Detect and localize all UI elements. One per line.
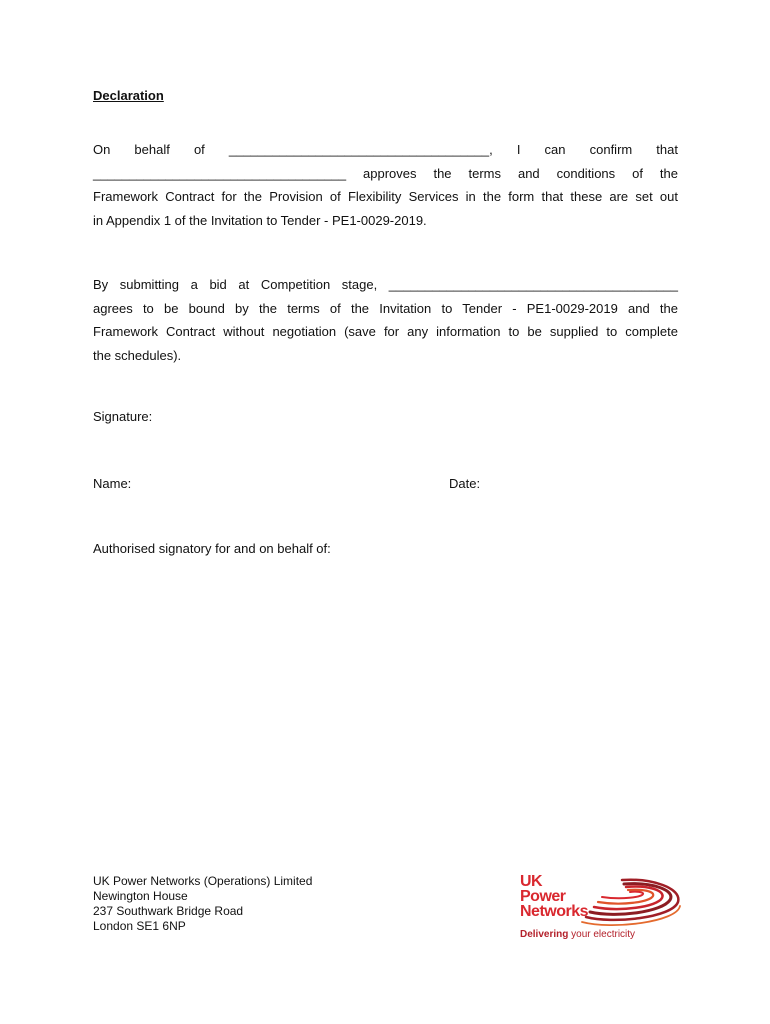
- paragraph-line: the schedules).: [93, 347, 182, 363]
- declaration-heading: Declaration: [93, 88, 164, 103]
- date-label: Date:: [449, 476, 481, 491]
- address-line: 237 Southwark Bridge Road: [93, 904, 244, 918]
- paragraph-line: Framework Contract for the Provision of Flexibility Services in the form that these are set out: [93, 189, 678, 204]
- paragraph-line: ___________________________________ approves the terms and conditions of the: [93, 165, 678, 181]
- bid-paragraph: [93, 273, 678, 367]
- address-line: UK Power Networks (Operations) Limited: [93, 874, 313, 888]
- logo-line: UK: [520, 873, 543, 890]
- paragraph-line: Framework Contract without negotiation (save for any information to be supplied to complete: [93, 324, 678, 339]
- company-address: [93, 874, 312, 934]
- paragraph-line: agrees to be bound by the terms of the Invitation to Tender - PE1-0029-2019 and the: [93, 300, 678, 316]
- uk-power-networks-logo: [512, 872, 682, 944]
- logo-tagline: [520, 929, 635, 940]
- authorised-signatory-label: Authorised signatory for and on behalf of:: [93, 541, 331, 556]
- paragraph-line: in Appendix 1 of the Invitation to Tender - PE1-0029-2019.: [93, 212, 427, 228]
- tagline-bold: Delivering: [520, 929, 569, 940]
- name-label: Name:: [93, 476, 132, 491]
- paragraph-line: On behalf of ____________________________________, I can confirm that: [93, 142, 678, 157]
- logo-wordmark: [520, 874, 588, 919]
- logo-line: Networks: [520, 903, 589, 920]
- signature-label: Signature:: [93, 409, 153, 424]
- paragraph-line: By submitting a bid at Competition stage, ________________________________________: [93, 277, 678, 292]
- confirmation-paragraph: [93, 138, 678, 232]
- logo-line: Power: [520, 888, 566, 905]
- address-line: London SE1 6NP: [93, 919, 186, 933]
- address-line: Newington House: [93, 889, 188, 903]
- tagline-rest: your electricity: [568, 929, 636, 940]
